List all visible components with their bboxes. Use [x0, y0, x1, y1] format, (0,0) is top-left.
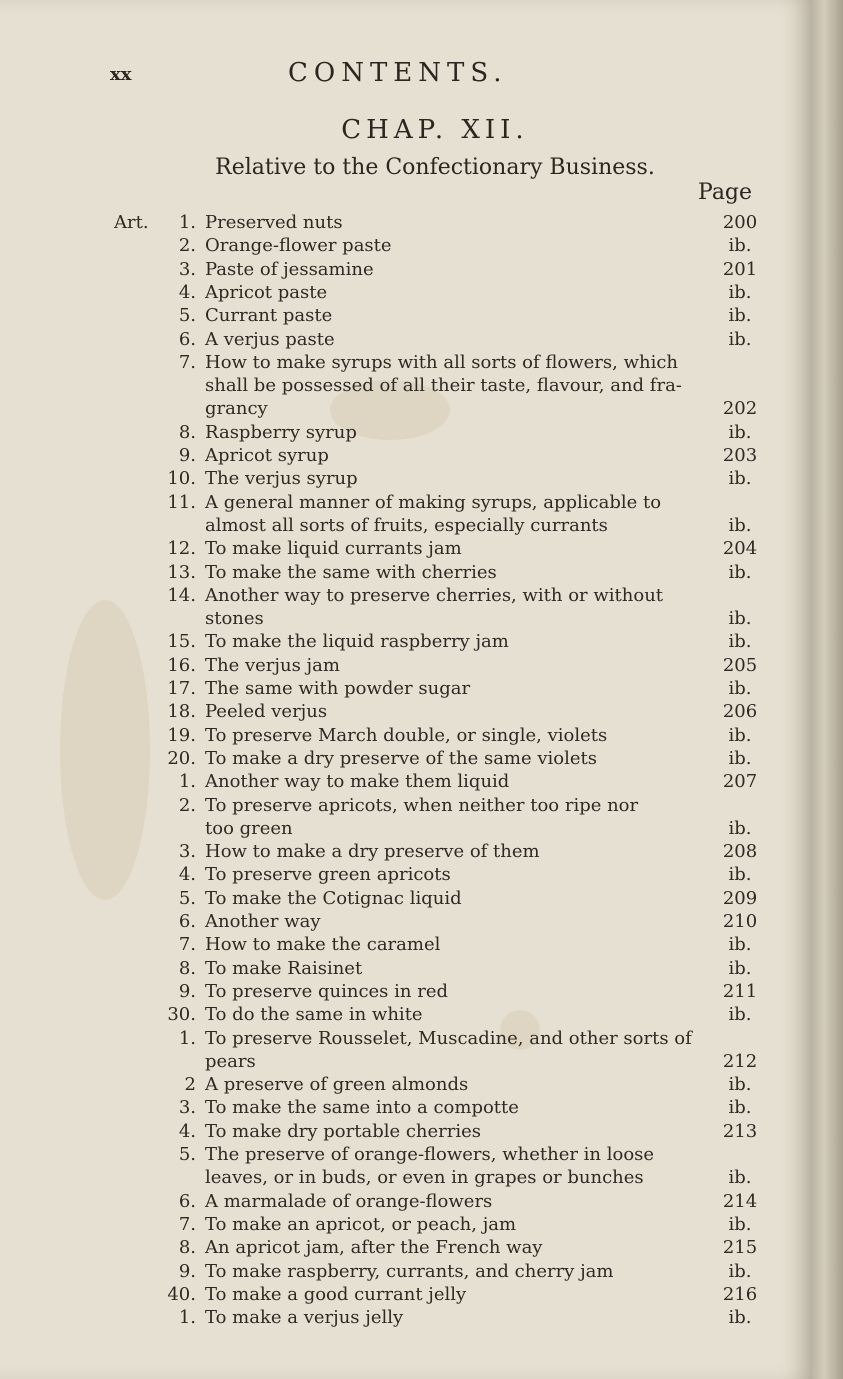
entry-title: The verjus jam	[205, 654, 340, 676]
entry-page-number: 209	[722, 887, 758, 909]
contents-entry	[0, 1120, 812, 1144]
entry-page-number: 212	[722, 1050, 758, 1072]
contents-entry	[0, 654, 812, 678]
contents-entry	[0, 444, 812, 468]
entry-title: shall be possessed of all their taste, flavour, and fra-	[205, 375, 682, 397]
entry-page-number: 206	[722, 701, 758, 723]
contents-entry	[0, 281, 812, 305]
entry-title: To make Raisinet	[205, 957, 363, 979]
entry-title: Currant paste	[205, 305, 333, 327]
contents-entry-continuation	[0, 514, 812, 538]
entry-title: A verjus paste	[205, 328, 335, 350]
entry-title: An apricot jam, after the French way	[205, 1237, 543, 1259]
contents-entry	[0, 747, 812, 771]
contents-entry	[0, 561, 812, 585]
entry-page-number: ib.	[728, 934, 752, 956]
entry-page-number: 208	[722, 841, 758, 863]
entry-number: 16.	[167, 654, 196, 676]
entry-title: A marmalade of orange-flowers	[205, 1190, 493, 1212]
entry-page-number: ib.	[728, 421, 752, 443]
entry-title: To do the same in white	[205, 1004, 423, 1026]
entry-page-number: 207	[722, 771, 758, 793]
entry-number: 30.	[167, 1004, 196, 1026]
entry-title: To preserve Rousselet, Muscadine, and other sorts of	[205, 1027, 692, 1049]
entry-number: 3.	[178, 258, 196, 280]
entry-title: To preserve apricots, when neither too ripe nor	[205, 794, 639, 816]
contents-entry	[0, 467, 812, 491]
entry-title: almost all sorts of fruits, especially currants	[205, 514, 608, 536]
entry-title: Preserved nuts	[205, 212, 343, 233]
entry-page-number: 215	[722, 1237, 758, 1259]
contents-entry	[0, 1143, 812, 1167]
entry-title: To make a good currant jelly	[205, 1283, 467, 1305]
contents-entry	[0, 1306, 812, 1330]
contents-entry	[0, 491, 812, 515]
entry-page-number: 205	[722, 654, 758, 676]
contents-entry-continuation	[0, 397, 812, 421]
entry-number: 5.	[178, 1144, 196, 1165]
contents-entry	[0, 630, 812, 654]
contents-entry	[0, 1003, 812, 1027]
contents-entry	[0, 1190, 812, 1214]
entry-title: The verjus syrup	[205, 468, 358, 490]
entry-number: 1.	[178, 1307, 196, 1329]
entry-title: Another way to preserve cherries, with or without	[205, 584, 664, 606]
entry-page-number: ib.	[728, 817, 752, 839]
entry-page-number: ib.	[728, 235, 752, 257]
contents-entry	[0, 1213, 812, 1237]
contents-entry-continuation	[0, 607, 812, 631]
entry-title: To make a dry preserve of the same violets	[205, 747, 598, 769]
entry-number: 1.	[178, 771, 196, 793]
entry-number: 15.	[167, 631, 196, 653]
contents-entry	[0, 328, 812, 352]
entry-page-number: ib.	[728, 1074, 752, 1096]
entry-number: 6.	[178, 911, 196, 932]
entry-page-number: ib.	[728, 1307, 752, 1329]
contents-entry	[0, 863, 812, 887]
entry-page-number: 213	[722, 1120, 758, 1142]
entry-page-number: ib.	[728, 678, 752, 699]
contents-entry-continuation	[0, 1166, 812, 1190]
entry-number: 7.	[178, 351, 196, 373]
entry-page-number: 200	[722, 212, 758, 233]
contents-entry	[0, 584, 812, 608]
contents-entry	[0, 840, 812, 864]
entry-title: How to make syrups with all sorts of flowers, which	[205, 351, 679, 373]
contents-entry-continuation	[0, 817, 812, 841]
contents-entry	[0, 211, 812, 235]
entry-number: 9.	[178, 1260, 196, 1282]
entry-title: A preserve of green almonds	[205, 1074, 469, 1096]
contents-entry	[0, 1073, 812, 1097]
contents-entry	[0, 910, 812, 934]
entry-page-number: ib.	[728, 281, 752, 303]
entry-number: 3.	[178, 841, 196, 863]
entry-page-number: ib.	[728, 328, 752, 350]
entry-page-number: ib.	[728, 1167, 752, 1189]
entry-number: 5.	[178, 305, 196, 327]
contents-entry	[0, 234, 812, 258]
entry-title: A general manner of making syrups, applicable to	[205, 491, 662, 513]
entry-number: 8.	[178, 957, 196, 979]
folio-number: xx	[110, 64, 132, 85]
contents-entry	[0, 351, 812, 375]
entry-number: 5.	[178, 887, 196, 909]
entry-title: To make the same with cherries	[205, 561, 497, 583]
entry-number: 18.	[167, 701, 196, 723]
entry-number: 13.	[167, 561, 196, 583]
contents-entry	[0, 1236, 812, 1260]
entry-title: pears	[205, 1050, 256, 1072]
entry-title: Paste of jessamine	[205, 258, 374, 280]
contents-entry	[0, 1096, 812, 1120]
entry-title: The preserve of orange-flowers, whether in loose	[205, 1144, 655, 1165]
entry-number: 4.	[178, 281, 196, 303]
chapter-subtitle: Relative to the Confectionary Business.	[215, 155, 655, 180]
entry-title: To preserve March double, or single, violets	[205, 724, 608, 746]
entry-number: 40.	[167, 1283, 196, 1305]
contents-entry-continuation	[0, 1050, 812, 1074]
entry-page-number: 210	[722, 911, 758, 932]
entry-page-number: 203	[722, 445, 758, 466]
contents-entry	[0, 770, 812, 794]
entry-page-number: 214	[722, 1190, 758, 1212]
contents-entry	[0, 1283, 812, 1307]
entry-number: 12.	[167, 538, 196, 560]
entry-number: 8.	[178, 1237, 196, 1259]
entry-page-number: ib.	[728, 864, 752, 886]
entry-number: 9.	[178, 980, 196, 1002]
entry-title: To make dry portable cherries	[205, 1120, 482, 1142]
entry-page-number: ib.	[728, 561, 752, 583]
entry-title: To make a verjus jelly	[205, 1307, 404, 1329]
entry-title: stones	[205, 608, 264, 630]
contents-entry	[0, 980, 812, 1004]
contents-entry	[0, 1027, 812, 1051]
entry-title: How to make the caramel	[205, 934, 441, 956]
entry-page-number: ib.	[728, 608, 752, 630]
entry-number: 4.	[178, 864, 196, 886]
page-edge	[812, 0, 843, 1379]
entry-number: 6.	[178, 1190, 196, 1212]
entry-title: The same with powder sugar	[205, 678, 471, 699]
entry-number: 8.	[178, 421, 196, 443]
page-column-label: Page	[698, 180, 753, 205]
entry-page-number: 211	[722, 980, 758, 1002]
entry-number: 4.	[178, 1120, 196, 1142]
contents-entry	[0, 258, 812, 282]
entry-number: 2	[184, 1074, 196, 1096]
entry-number: 2.	[178, 794, 196, 816]
entry-title: To make raspberry, currants, and cherry jam	[205, 1260, 614, 1282]
contents-entry	[0, 421, 812, 445]
contents-entry	[0, 677, 812, 701]
entry-title: To make the liquid raspberry jam	[205, 631, 509, 653]
entry-page-number: ib.	[728, 1260, 752, 1282]
entry-title: Raspberry syrup	[205, 421, 357, 443]
entry-number: 7.	[178, 934, 196, 956]
entry-title: leaves, or in buds, or even in grapes or bunches	[205, 1167, 644, 1189]
entry-number: 19.	[167, 724, 196, 746]
entry-page-number: ib.	[728, 631, 752, 653]
entry-page-number: ib.	[728, 305, 752, 327]
entry-title: To make liquid currants jam	[205, 538, 462, 560]
contents-entry	[0, 537, 812, 561]
entry-number: 2.	[178, 235, 196, 257]
entry-page-number: 216	[722, 1283, 758, 1305]
contents-entry	[0, 887, 812, 911]
entry-page-number: 202	[722, 398, 758, 420]
entry-number: 14.	[167, 584, 196, 606]
contents-entry	[0, 794, 812, 818]
entry-title: Apricot paste	[205, 281, 328, 303]
entry-page-number: 201	[722, 258, 758, 280]
entry-number: 3.	[178, 1097, 196, 1119]
contents-entry	[0, 933, 812, 957]
entry-title: To make an apricot, or peach, jam	[205, 1213, 517, 1235]
entry-page-number: ib.	[728, 514, 752, 536]
entry-page-number: ib.	[728, 468, 752, 490]
entry-title: too green	[205, 817, 293, 839]
entry-title: To make the Cotignac liquid	[205, 887, 462, 909]
entry-title: Another way	[205, 911, 321, 932]
contents-entry	[0, 957, 812, 981]
entry-title: To preserve quinces in red	[205, 980, 448, 1002]
entry-number: 11.	[167, 491, 196, 513]
contents-entry	[0, 700, 812, 724]
entry-number: 6.	[178, 328, 196, 350]
chapter-heading: CHAP. XII.	[341, 115, 529, 145]
entry-page-number: ib.	[728, 747, 752, 769]
entry-page-number: ib.	[728, 1213, 752, 1235]
entry-title: Orange-flower paste	[205, 235, 392, 257]
entry-title: To make the same into a compotte	[205, 1097, 519, 1119]
entry-page-number: ib.	[728, 1097, 752, 1119]
entry-title: Another way to make them liquid	[205, 771, 510, 793]
entry-title: Peeled verjus	[205, 701, 328, 723]
entry-number: 10.	[167, 468, 196, 490]
entry-page-number: ib.	[728, 957, 752, 979]
entry-title: To preserve green apricots	[205, 864, 451, 886]
contents-entry	[0, 1260, 812, 1284]
contents-entry-continuation	[0, 374, 812, 398]
entry-title: grancy	[205, 398, 268, 420]
entry-number: 17.	[167, 678, 196, 699]
entry-title: How to make a dry preserve of them	[205, 841, 540, 863]
entry-page-number: ib.	[728, 1004, 752, 1026]
entry-number: 9.	[178, 445, 196, 466]
contents-entry	[0, 724, 812, 748]
entry-page-number: 204	[722, 538, 758, 560]
running-title: CONTENTS.	[288, 58, 508, 88]
entry-number: 1.	[178, 1027, 196, 1049]
article-label: Art.	[114, 212, 149, 233]
entry-number: 20.	[167, 747, 196, 769]
entry-number: 7.	[178, 1213, 196, 1235]
entry-page-number: ib.	[728, 724, 752, 746]
contents-entry	[0, 304, 812, 328]
entry-title: Apricot syrup	[205, 445, 329, 466]
entry-number: 1.	[178, 212, 196, 233]
